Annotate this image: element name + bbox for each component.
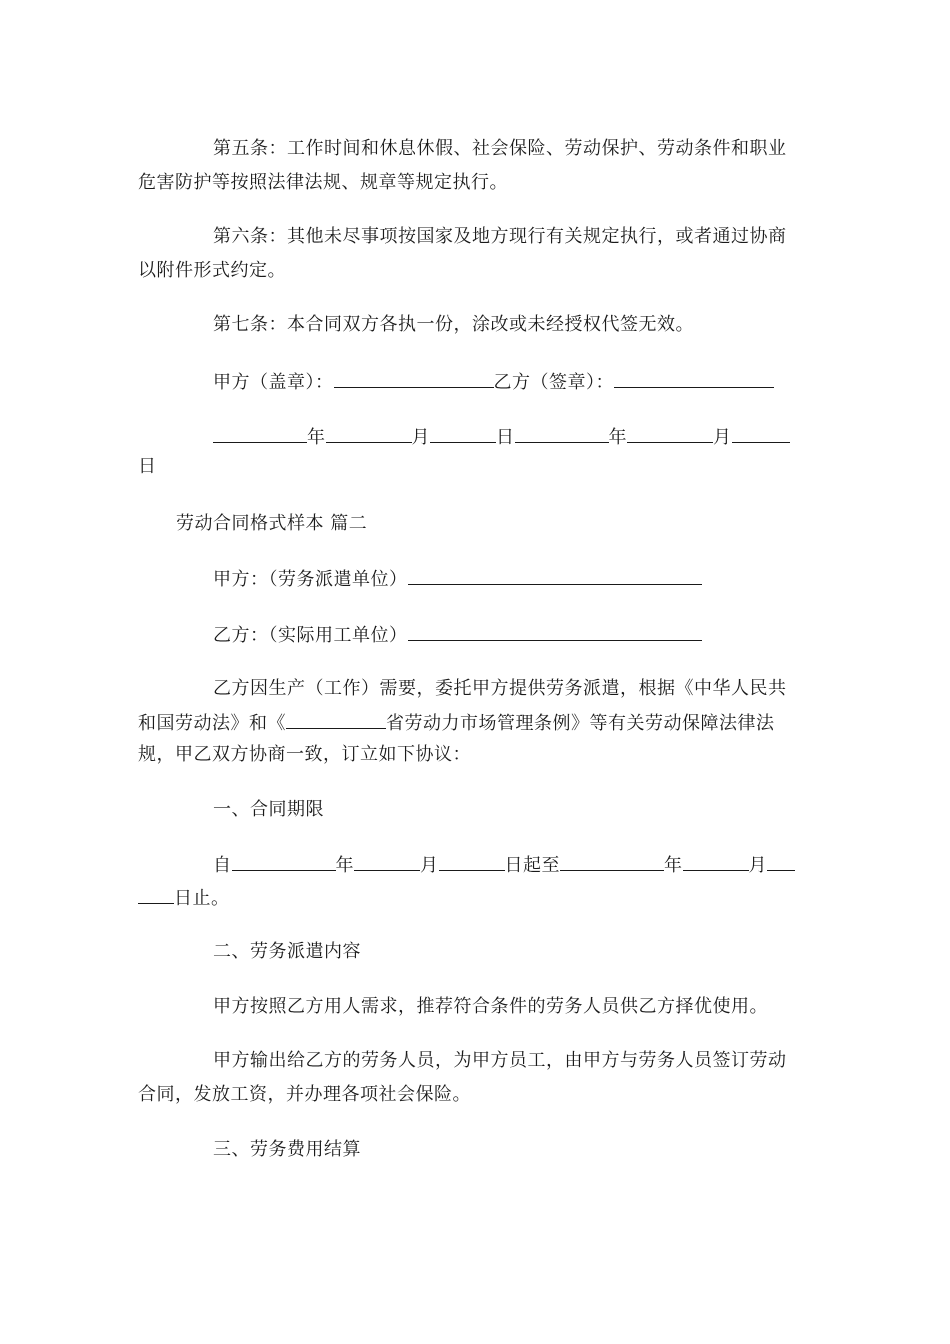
term-month: 月 bbox=[748, 855, 767, 876]
term-line bbox=[213, 849, 813, 881]
term-blank bbox=[439, 849, 505, 871]
date-month-label: 月 bbox=[713, 427, 732, 448]
date-blank bbox=[213, 421, 307, 443]
party-b-sign-blank bbox=[614, 366, 774, 388]
signature-date-day-wrap: 日 bbox=[138, 456, 157, 477]
province-blank bbox=[286, 707, 386, 729]
term-blank bbox=[138, 882, 174, 904]
party-a-label: 甲方：（劳务派遣单位） bbox=[213, 569, 408, 590]
term-blank bbox=[354, 849, 420, 871]
term-line-2 bbox=[138, 882, 818, 914]
article-6-line-2: 以附件形式约定。 bbox=[138, 260, 286, 281]
term-start: 日起至 bbox=[504, 855, 560, 876]
term-blank bbox=[683, 849, 749, 871]
date-month-label: 月 bbox=[411, 427, 430, 448]
article-7: 第七条：本合同双方各执一份，涂改或未经授权代签无效。 bbox=[213, 314, 694, 335]
intro-line-3: 规，甲乙双方协商一致，订立如下协议： bbox=[138, 744, 471, 765]
dispatch-paragraph-1: 甲方按照乙方用人需求，推荐符合条件的劳务人员供乙方择优使用。 bbox=[213, 996, 768, 1017]
dispatch-heading: 二、劳务派遣内容 bbox=[213, 941, 361, 962]
term-end: 日止。 bbox=[174, 888, 230, 909]
term-month: 月 bbox=[420, 855, 439, 876]
intro-line-2 bbox=[138, 707, 818, 739]
party-b-sign-label: 乙方（签章）： bbox=[493, 372, 614, 393]
term-blank bbox=[232, 849, 336, 871]
term-year: 年 bbox=[335, 855, 354, 876]
signature-date-line bbox=[213, 421, 813, 453]
term-blank bbox=[767, 849, 795, 871]
intro-line-1: 乙方因生产（工作）需要，委托甲方提供劳务派遣，根据《中华人民共 bbox=[213, 678, 787, 699]
fee-heading: 三、劳务费用结算 bbox=[213, 1139, 361, 1160]
term-year: 年 bbox=[664, 855, 683, 876]
party-b-label: 乙方：（实际用工单位） bbox=[213, 625, 408, 646]
date-year-label: 年 bbox=[608, 427, 627, 448]
date-day-label: 日 bbox=[496, 427, 515, 448]
party-b-line bbox=[213, 619, 813, 651]
article-5-line-1: 第五条：工作时间和休息休假、社会保险、劳动保护、劳动条件和职业 bbox=[213, 138, 787, 159]
article-6-line-1: 第六条：其他未尽事项按国家及地方现行有关规定执行，或者通过协商 bbox=[213, 226, 787, 247]
dispatch-paragraph-2-line-1: 甲方输出给乙方的劳务人员，为甲方员工，由甲方与劳务人员签订劳动 bbox=[213, 1050, 787, 1071]
term-from: 自 bbox=[213, 855, 232, 876]
dispatch-paragraph-2-line-2: 合同，发放工资，并办理各项社会保险。 bbox=[138, 1084, 471, 1105]
date-blank bbox=[627, 421, 713, 443]
intro-line-2-start: 和国劳动法》和《 bbox=[138, 713, 286, 734]
section-title: 劳动合同格式样本 篇二 bbox=[176, 513, 368, 534]
intro-line-2-end: 省劳动力市场管理条例》等有关劳动保障法律法 bbox=[386, 713, 775, 734]
date-blank bbox=[732, 421, 790, 443]
term-heading: 一、合同期限 bbox=[213, 799, 324, 820]
date-blank bbox=[430, 421, 496, 443]
term-blank bbox=[560, 849, 664, 871]
party-b-blank bbox=[408, 619, 702, 641]
party-a-seal-blank bbox=[334, 366, 494, 388]
party-a-blank bbox=[408, 563, 702, 585]
signature-line bbox=[213, 366, 813, 398]
date-blank bbox=[515, 421, 609, 443]
party-a-line bbox=[213, 563, 813, 595]
party-a-seal-label: 甲方（盖章）： bbox=[213, 372, 334, 393]
article-5-line-2: 危害防护等按照法律法规、规章等规定执行。 bbox=[138, 172, 508, 193]
date-blank bbox=[326, 421, 412, 443]
date-year-label: 年 bbox=[307, 427, 326, 448]
